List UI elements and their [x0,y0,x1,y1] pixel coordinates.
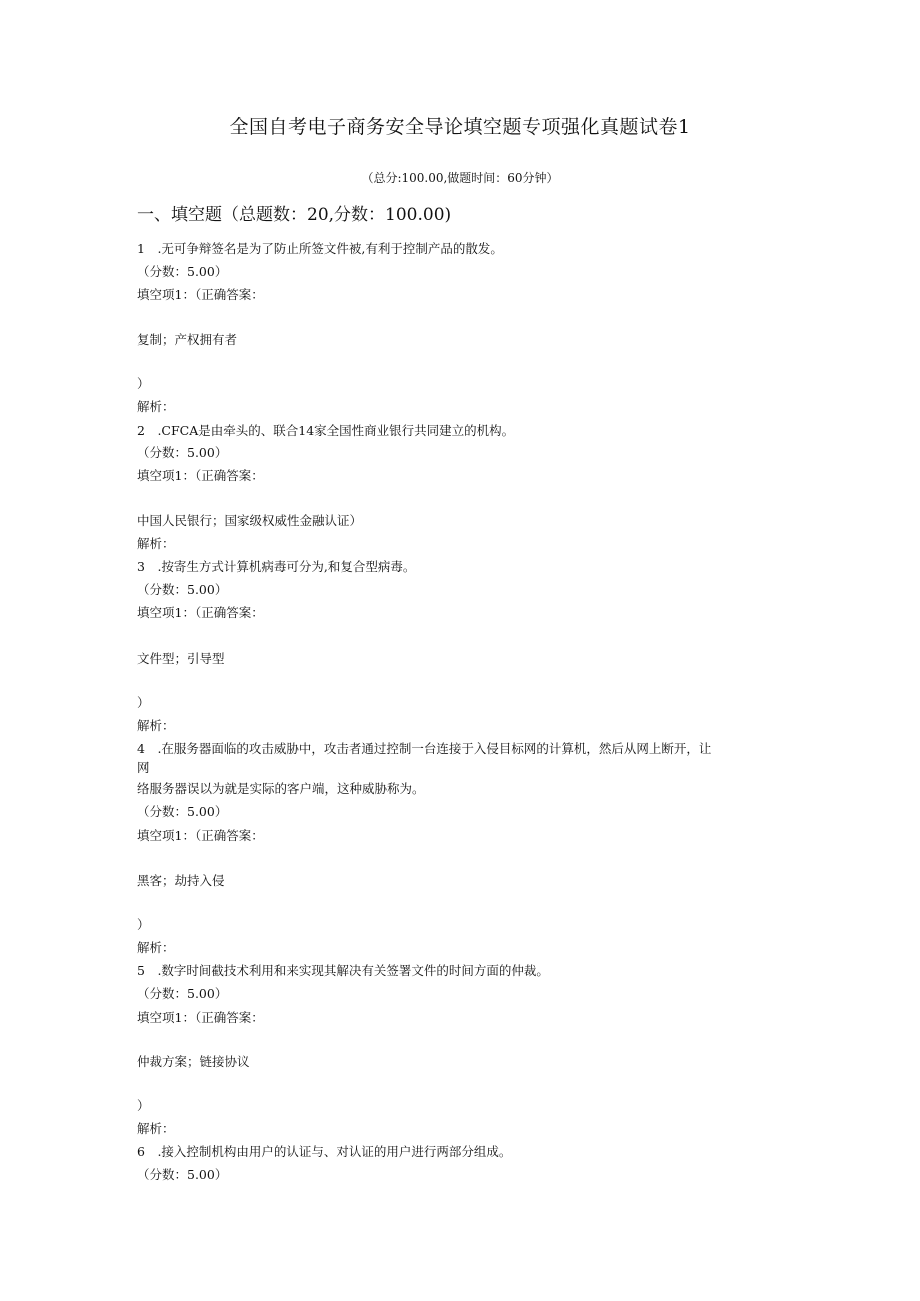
question-5-stem: 5 .数字时间截技术利用和来实现其解决有关签署文件的时间方面的仲裁。 [137,963,549,978]
question-2-answer: 中国人民银行；国家级权威性金融认证） [137,513,363,528]
question-1-stem: 1 .无可争辩签名是为了防止所签文件被,有利于控制产品的散发。 [137,241,503,256]
exam-title: 全国自考电子商务安全导论填空题专项强化真题试卷1 [229,116,691,138]
question-1-answer: 复制；产权拥有者 [137,332,238,347]
question-5-close: ） [137,1098,150,1113]
question-5-analysis: 解析： [137,1121,175,1136]
question-6-stem: 6 .接入控制机构由用户的认证与、对认证的用户进行两部分组成。 [137,1144,512,1159]
question-1-analysis: 解析： [137,399,175,414]
question-2-analysis: 解析： [137,536,175,551]
question-5-score: （分数：5.00） [137,986,228,1001]
question-4-close: ） [137,917,150,932]
question-3-answer: 文件型；引导型 [137,651,225,666]
question-2-stem: 2 .CFCA是由牵头的、联合14家全国性商业银行共同建立的机构。 [137,423,515,438]
question-4-stem-wrap: 网 [137,760,150,775]
exam-subtitle: （总分:100.00,做题时间：60分钟） [361,171,559,185]
question-3-score: （分数：5.00） [137,582,228,597]
question-3-stem: 3 .按寄生方式计算机病毒可分为,和复合型病毒。 [137,559,416,574]
question-3-analysis: 解析： [137,718,175,733]
question-2-score: （分数：5.00） [137,445,228,460]
question-4-analysis: 解析： [137,940,175,955]
question-3-fill-label: 填空项1：（正确答案： [137,605,264,620]
question-4-stem: 4 .在服务器面临的攻击威胁中，攻击者通过控制一台连接于入侵目标网的计算机，然后从网上断开，让 [137,741,712,756]
question-5-fill-label: 填空项1：（正确答案： [137,1010,264,1025]
question-4-stem-continued: 络服务器误以为就是实际的客户端，这种威胁称为。 [137,781,425,796]
question-3-close: ） [137,695,150,710]
question-2-fill-label: 填空项1：（正确答案： [137,468,264,483]
section-heading: 一、填空题（总题数：20,分数：100.00) [137,205,452,225]
question-1-close: ） [137,376,150,391]
question-4-fill-label: 填空项1：（正确答案： [137,828,264,843]
question-4-score: （分数：5.00） [137,804,228,819]
question-5-answer: 仲裁方案；链接协议 [137,1054,250,1069]
question-4-answer: 黑客；劫持入侵 [137,873,225,888]
question-6-score: （分数：5.00） [137,1167,228,1182]
question-1-score: （分数：5.00） [137,264,228,279]
question-1-fill-label: 填空项1：（正确答案： [137,287,264,302]
